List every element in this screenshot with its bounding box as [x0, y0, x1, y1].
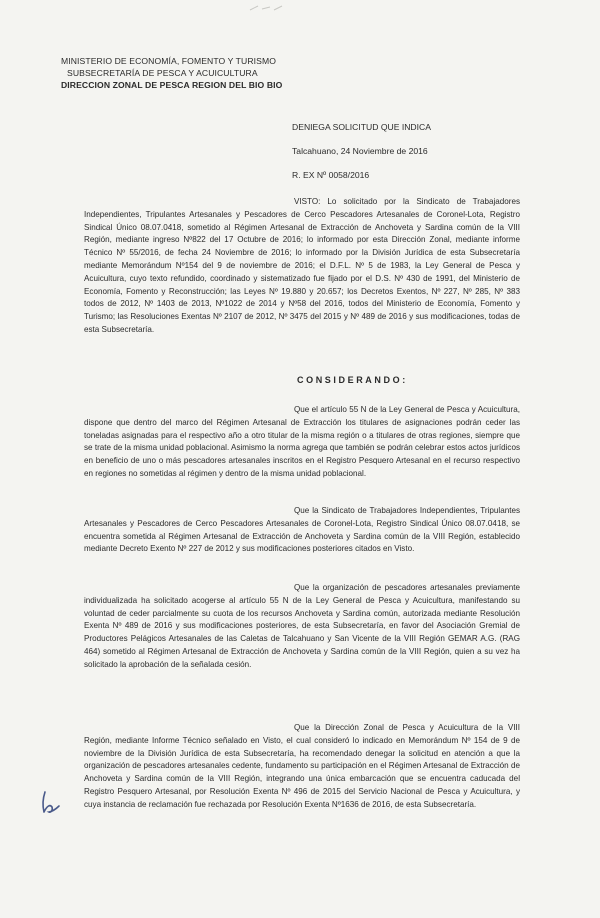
ministry-line: MINISTERIO DE ECONOMÍA, FOMENTO Y TURISMO — [61, 56, 276, 66]
resolution-place-date: Talcahuano, 24 Noviembre de 2016 — [292, 146, 428, 156]
resolution-number: R. EX Nº 0058/2016 — [292, 170, 370, 180]
letterhead — [61, 55, 381, 91]
resolution-subject: DENIEGA SOLICITUD QUE INDICA — [292, 122, 431, 132]
considerando-paragraph-2: Que la Sindicato de Trabajadores Independientes, Tripulantes Artesanales y Pescadores de Cerco Pescadores Artesanales de Coronel-Lota, Registro Sindical Único 08.07.0418, se encuentra sometida al Régimen Artesanal de Extracción de Anchoveta y Sardina común de la VIII Región, establecido mediante Decreto Exento Nº 227 de 2012 y sus modificaciones posteriores citados en Visto. — [84, 506, 520, 554]
considerando-paragraph-4: Que la Dirección Zonal de Pesca y Acuicultura de la VIII Región, mediante Informe Técnico señalado en Visto, el cual consideró lo indicado en Memorándum Nº 154 de 9 de noviembre de la División Jurídica de esta Subsecretaría, ha recomendado denegar la solicitud en atención a que la organización de pescadores artesanales cedente, fundamento su participación en el Régimen Artesanal de Extracción de Anchoveta y Sardina común de la VIII Región, integrando una única embarcación que se encuentra caducada del Registro Pesquero Artesanal, por Resolución Exenta Nº 496 de 2015 del Servicio Nacional de Pesca y Acuicultura, y cuya instancia de reclamación fue rechazada por Resolución Exenta Nº1636 de 2016, de esta Subsecretaría. — [84, 723, 520, 809]
scan-artifact-icon — [248, 4, 288, 12]
considerando-paragraph-1: Que el artículo 55 N de la Ley General de Pesca y Acuicultura, dispone que dentro del marco del Régimen Artesanal de Extracción los titulares de asignaciones podrán ceder las toneladas asignadas para el respectivo año a otro titular de la misma región o a titulares de otras regiones, siempre que se trate de la misma unidad poblacional. Asimismo la norma agrega que también se podrán celebrar estos actos jurídicos en beneficio de uno o más pescadores artesanales inscritos en el Registro Pesquero Artesanal en el recurso respectivo en regiones no sometidas al régimen y dentro de la misma unidad poblacional. — [84, 405, 520, 478]
considerando-heading: CONSIDERANDO: — [297, 375, 408, 385]
subsecretaria-line: SUBSECRETARÍA DE PESCA Y ACUICULTURA — [67, 68, 258, 78]
considerando-paragraph-3: Que la organización de pescadores artesanales previamente individualizada ha solicitado acogerse al artículo 55 N de la Ley General de Pesca y Acuicultura, manifestando su voluntad de ceder parcialmente su cuota de los recursos Anchoveta y Sardina común, autorizada mediante Resolución Exenta Nº 489 de 2016 y sus modificaciones posteriores, de esta Subsecretaría, en favor del Asociación Gremial de Productores Pelágicos Artesanales de las Caletas de Talcahuano y San Vicente de la VIII Región GEMAR A.G. (RAG 464) sometido al Régimen Artesanal de Extracción de Anchoveta y Sardina común de la VIII Región, quien a su vez ha solicitado la aprobación de la señalada cesión. — [84, 583, 520, 669]
direccion-zonal-line: DIRECCION ZONAL DE PESCA REGION DEL BIO BIO — [61, 80, 283, 90]
handwritten-mark-icon — [40, 790, 62, 816]
visto-paragraph: VISTO: Lo solicitado por la Sindicato de Trabajadores Independientes, Tripulantes Artesanales y Pescadores de Cerco Pescadores Artesanales de Coronel-Lota, Registro Sindical Único 08.07.0418, sometido al Régimen Artesanal de Extracción de Anchoveta y Sardina común de la VIII Región, mediante ingreso Nº822 del 17 Octubre de 2016; lo informado por esta Dirección Zonal, mediante informe Técnico Nº 55/2016, de fecha 24 Noviembre de 2016; lo informado por la División Jurídica de esta Subsecretaría mediante Memorándum Nº154 del 9 de noviembre de 2016; el D.F.L. Nº 5 de 1983, la Ley General de Pesca y Acuicultura, cuyo texto refundido, coordinado y sistematizado fue fijado por el D.S. Nº 430 de 1991, del Ministerio de Economía, Fomento y Reconstrucción; las Leyes Nº 19.880 y 20.657; los Decretos Exentos, Nº 227, Nº 285, Nº 383 todos de 2012, Nº 1403 de 2013, Nº1022 de 2014 y Nº58 del 2016, todos del Ministerio de Economía, Fomento y Turismo; las Resoluciones Exentas Nº 2107 de 2012, Nº 3475 del 2015 y Nº 489 de 2016 y sus modificaciones, todas de esta Subsecretaría. — [84, 197, 520, 334]
